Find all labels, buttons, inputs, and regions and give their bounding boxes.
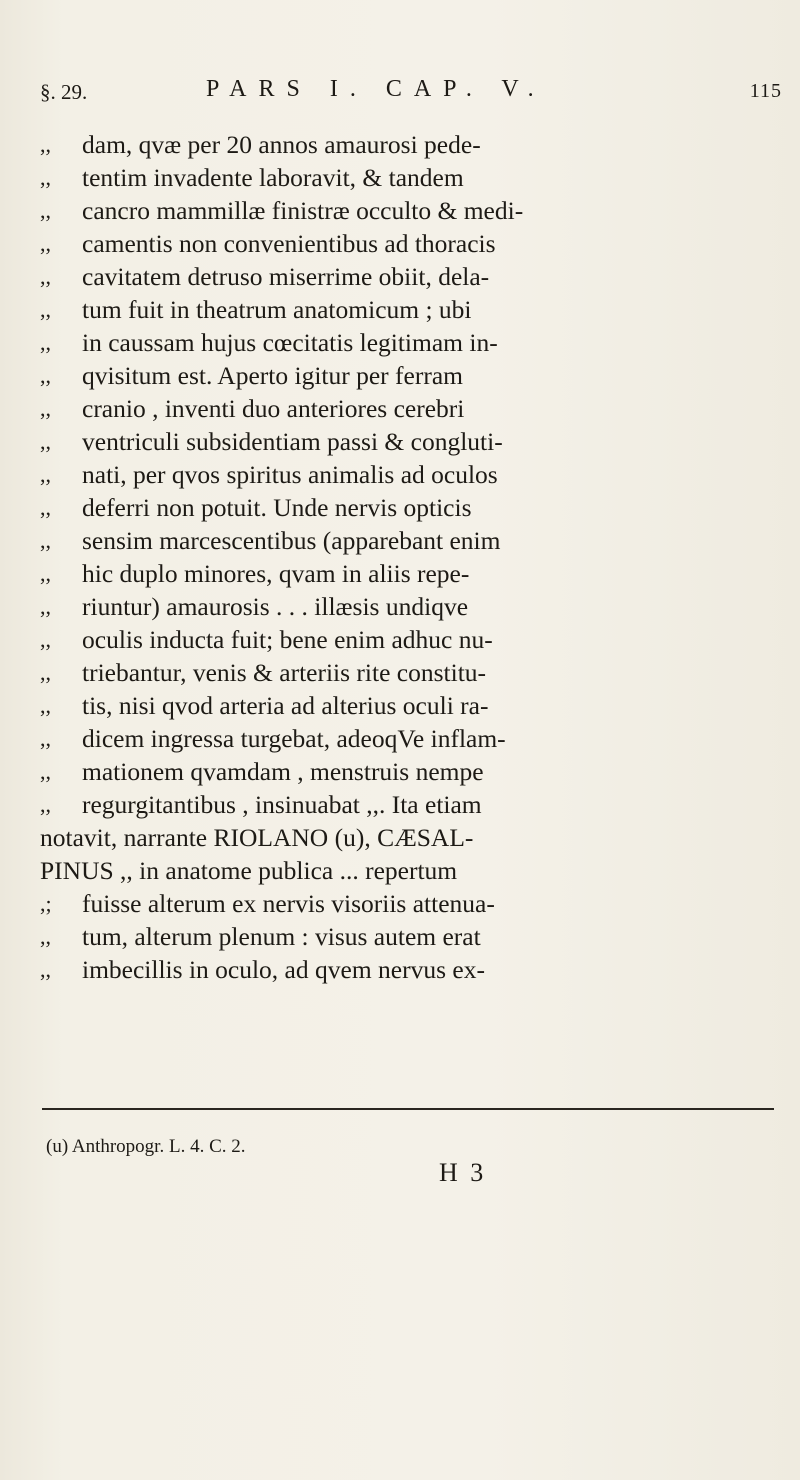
line-text: imbecillis in oculo, ad qvem nervus ex- [82, 955, 485, 984]
text-line [40, 821, 790, 854]
text-line [40, 425, 790, 458]
text-line [40, 128, 790, 161]
quotation-mark: ,, [40, 726, 51, 751]
line-text: PINUS ,, in anatome publica ... repertum [40, 856, 458, 885]
line-text: mationem qvamdam , menstruis nempe [82, 757, 484, 786]
quotation-mark: ,; [40, 891, 52, 916]
section-number: §. 29. [40, 80, 88, 104]
quotation-mark: ,, [40, 924, 51, 949]
line-text: oculis inducta fuit; bene enim adhuc nu- [82, 625, 493, 654]
quotation-mark: ,, [40, 363, 51, 388]
quotation-mark: ,, [40, 660, 51, 685]
line-text: hic duplo minores, qvam in aliis repe- [82, 559, 470, 588]
text-line [40, 722, 790, 755]
line-text: tis, nisi qvod arteria ad alterius oculi ra- [82, 691, 489, 720]
text-line [40, 953, 790, 986]
text-line [40, 392, 790, 425]
quotation-mark: ,, [40, 297, 51, 322]
text-line [40, 293, 790, 326]
line-text: sensim marcescentibus (apparebant enim [82, 526, 501, 555]
text-line [40, 854, 790, 887]
line-text: camentis non convenientibus ad thoracis [82, 229, 496, 258]
quotation-mark: ,, [40, 495, 51, 520]
quotation-mark: ,, [40, 528, 51, 553]
line-text: dam, qvæ per 20 annos amaurosi pede- [82, 130, 481, 159]
text-line [40, 161, 790, 194]
line-text: triebantur, venis & arteriis rite constitu- [82, 658, 487, 687]
footnote-divider [42, 1108, 774, 1110]
text-line [40, 458, 790, 491]
quotation-mark: ,, [40, 462, 51, 487]
line-text: tentim invadente laboravit, & tandem [82, 163, 464, 192]
quotation-mark: ,, [40, 396, 51, 421]
quotation-mark: ,, [40, 561, 51, 586]
text-line [40, 656, 790, 689]
text-line [40, 227, 790, 260]
quotation-mark: ,, [40, 594, 51, 619]
line-text: cranio , inventi duo anteriores cerebri [82, 394, 465, 423]
line-text: deferri non potuit. Unde nervis opticis [82, 493, 472, 522]
text-line [40, 524, 790, 557]
line-text: tum fuit in theatrum anatomicum ; ubi [82, 295, 472, 324]
line-text: nati, per qvos spiritus animalis ad oculos [82, 460, 498, 489]
text-line [40, 326, 790, 359]
line-text: fuisse alterum ex nervis visoriis attenua- [82, 889, 495, 918]
text-line [40, 920, 790, 953]
running-title: PARS I. CAP. V. [206, 76, 546, 102]
line-text: cavitatem detruso miserrime obiit, dela- [82, 262, 490, 291]
line-text: regurgitantibus , insinuabat ,,. Ita etiam [82, 790, 482, 819]
line-text: notavit, narrante RIOLANO (u), CÆSAL- [40, 823, 474, 852]
line-text: qvisitum est. Aperto igitur per ferram [82, 361, 463, 390]
line-text: in caussam hujus cœcitatis legitimam in- [82, 328, 498, 357]
quotation-mark: ,, [40, 264, 51, 289]
text-line [40, 623, 790, 656]
quotation-mark: ,, [40, 198, 51, 223]
quotation-mark: ,, [40, 132, 51, 157]
quotation-mark: ,, [40, 792, 51, 817]
quotation-mark: ,, [40, 957, 51, 982]
quotation-mark: ,, [40, 165, 51, 190]
page-number: 115 [749, 80, 782, 102]
line-text: ventriculi subsidentiam passi & congluti- [82, 427, 503, 456]
text-line [40, 359, 790, 392]
quotation-mark: ,, [40, 429, 51, 454]
text-line [40, 194, 790, 227]
line-text: dicem ingressa turgebat, adeoqVe inflam- [82, 724, 506, 753]
quotation-mark: ,, [40, 759, 51, 784]
text-line [40, 788, 790, 821]
text-line [40, 260, 790, 293]
quotation-mark: ,, [40, 330, 51, 355]
footnote: (u) Anthropogr. L. 4. C. 2. [46, 1136, 246, 1157]
signature-mark: H 3 [439, 1158, 487, 1187]
line-text: cancro mammillæ finistræ occulto & medi- [82, 196, 524, 225]
body-text [40, 128, 790, 986]
quotation-mark: ,, [40, 693, 51, 718]
line-text: tum, alterum plenum : visus autem erat [82, 922, 481, 951]
text-line [40, 689, 790, 722]
quotation-mark: ,, [40, 231, 51, 256]
text-line [40, 491, 790, 524]
text-line [40, 557, 790, 590]
quotation-mark: ,, [40, 627, 51, 652]
running-head [40, 76, 782, 110]
text-line [40, 755, 790, 788]
text-line [40, 887, 790, 920]
text-line [40, 590, 790, 623]
line-text: riuntur) amaurosis . . . illæsis undiqve [82, 592, 469, 621]
